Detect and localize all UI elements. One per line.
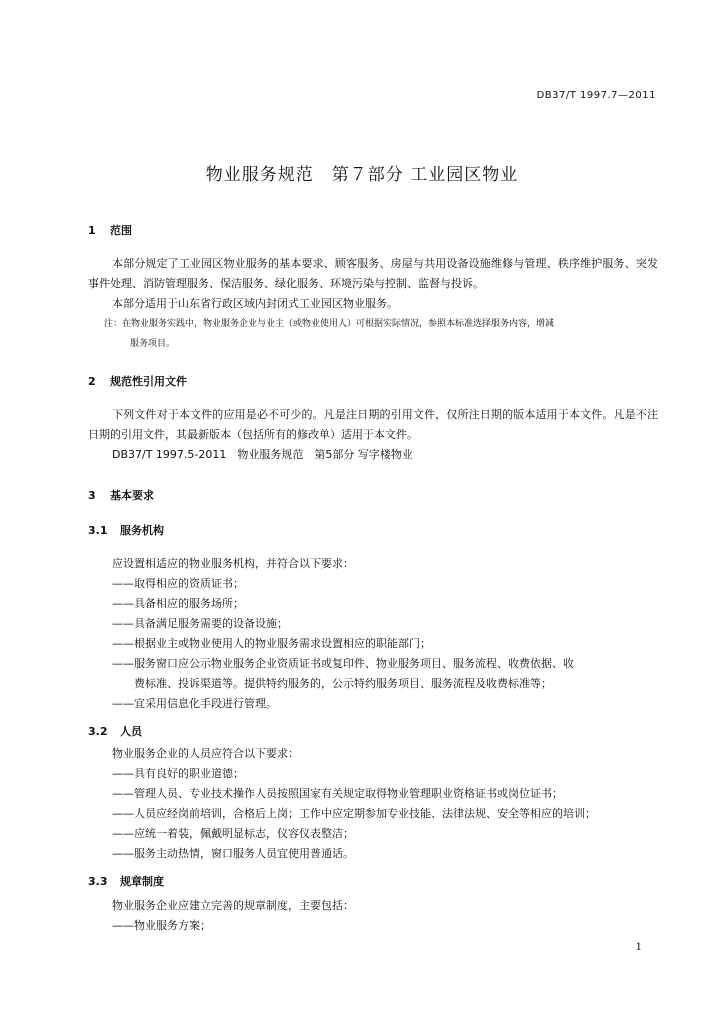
section-number: 3.1	[88, 524, 108, 537]
paragraph: 物业服务企业应建立完善的规章制度，主要包括：	[112, 899, 354, 912]
section-title: 范围	[110, 224, 132, 237]
section-number: 2	[88, 375, 96, 388]
page-number: 1	[635, 942, 642, 953]
list-item: ——具备满足服务需要的设备设施；	[112, 617, 288, 630]
list-item: ——具有良好的职业道德；	[112, 767, 244, 780]
note-line: 服务项目。	[130, 339, 176, 349]
section-title: 服务机构	[120, 524, 164, 537]
list-item: ——人员应经岗前培训，合格后上岗；工作中应定期参加专业技能、法律法规、安全等相应的培训；	[112, 807, 596, 820]
section-2-body	[88, 405, 658, 465]
list-item: ——宜采用信息化手段进行管理。	[112, 697, 277, 710]
list-item: ——根据业主或物业使用人的物业服务需求设置相应的职能部门；	[112, 637, 431, 650]
section-title: 人员	[120, 725, 142, 738]
section-number: 3.3	[88, 875, 108, 888]
section-3-2-heading	[88, 723, 142, 739]
list-item: ——具备相应的服务场所；	[112, 597, 244, 610]
section-number: 1	[88, 224, 96, 237]
paragraph: 应设置相适应的物业服务机构，并符合以下要求：	[112, 557, 354, 570]
section-2-heading	[88, 373, 187, 389]
section-number: 3.2	[88, 725, 108, 738]
paragraph: 本部分规定了工业园区物业服务的基本要求、顾客服务、房屋与共用设备设施维修与管理、秩序维护服务、突发事件处理、消防管理服务、保洁服务、绿化服务、环境污染与控制、监督与投诉。	[88, 257, 658, 290]
list-item: ——应统一着装，佩戴明显标志，仪容仪表整洁；	[112, 827, 354, 840]
list-item: ——取得相应的资质证书；	[112, 577, 244, 590]
section-title: 规章制度	[120, 875, 164, 888]
note	[104, 314, 658, 354]
list-item: ——物业服务方案；	[112, 919, 211, 932]
list-item-continuation: 费标准、投诉渠道等。提供特约服务的，公示特约服务项目、服务流程及收费标准等；	[134, 677, 552, 690]
section-3-3-heading	[88, 873, 164, 889]
note-line: 注：在物业服务实践中，物业服务企业与业主（或物业使用人）可根据实际情况，参照本标准选择服务内容，增减	[104, 319, 555, 329]
page-title: 物业服务规范 第７部分 工业园区物业	[205, 165, 519, 185]
paragraph: 本部分适用于山东省行政区域内封闭式工业园区物业服务。	[112, 297, 398, 310]
section-3-heading	[88, 487, 154, 503]
document-code: DB37/T 1997.7—2011	[536, 90, 656, 101]
list-item: ——管理人员、专业技术操作人员按照国家有关规定取得物业管理职业资格证书或岗位证书；	[112, 787, 563, 800]
reference: DB37/T 1997.5-2011 物业服务规范 第5部分 写字楼物业	[112, 448, 413, 461]
section-title: 基本要求	[110, 489, 154, 502]
paragraph: 物业服务企业的人员应符合以下要求：	[112, 747, 299, 760]
section-1-heading	[88, 222, 132, 238]
list-item: ——服务主动热情，窗口服务人员宜使用普通话。	[112, 847, 354, 860]
section-number: 3	[88, 489, 96, 502]
section-1-body	[88, 254, 658, 314]
list-item: ——服务窗口应公示物业服务企业资质证书或复印件、物业服务项目、服务流程、收费依据、收	[112, 657, 574, 670]
paragraph: 下列文件对于本文件的应用是必不可少的。凡是注日期的引用文件，仅所注日期的版本适用于本文件。凡是不注日期的引用文件，其最新版本（包括所有的修改单）适用于本文件。	[88, 408, 658, 441]
section-3-1-heading	[88, 522, 164, 538]
section-title: 规范性引用文件	[110, 375, 187, 388]
